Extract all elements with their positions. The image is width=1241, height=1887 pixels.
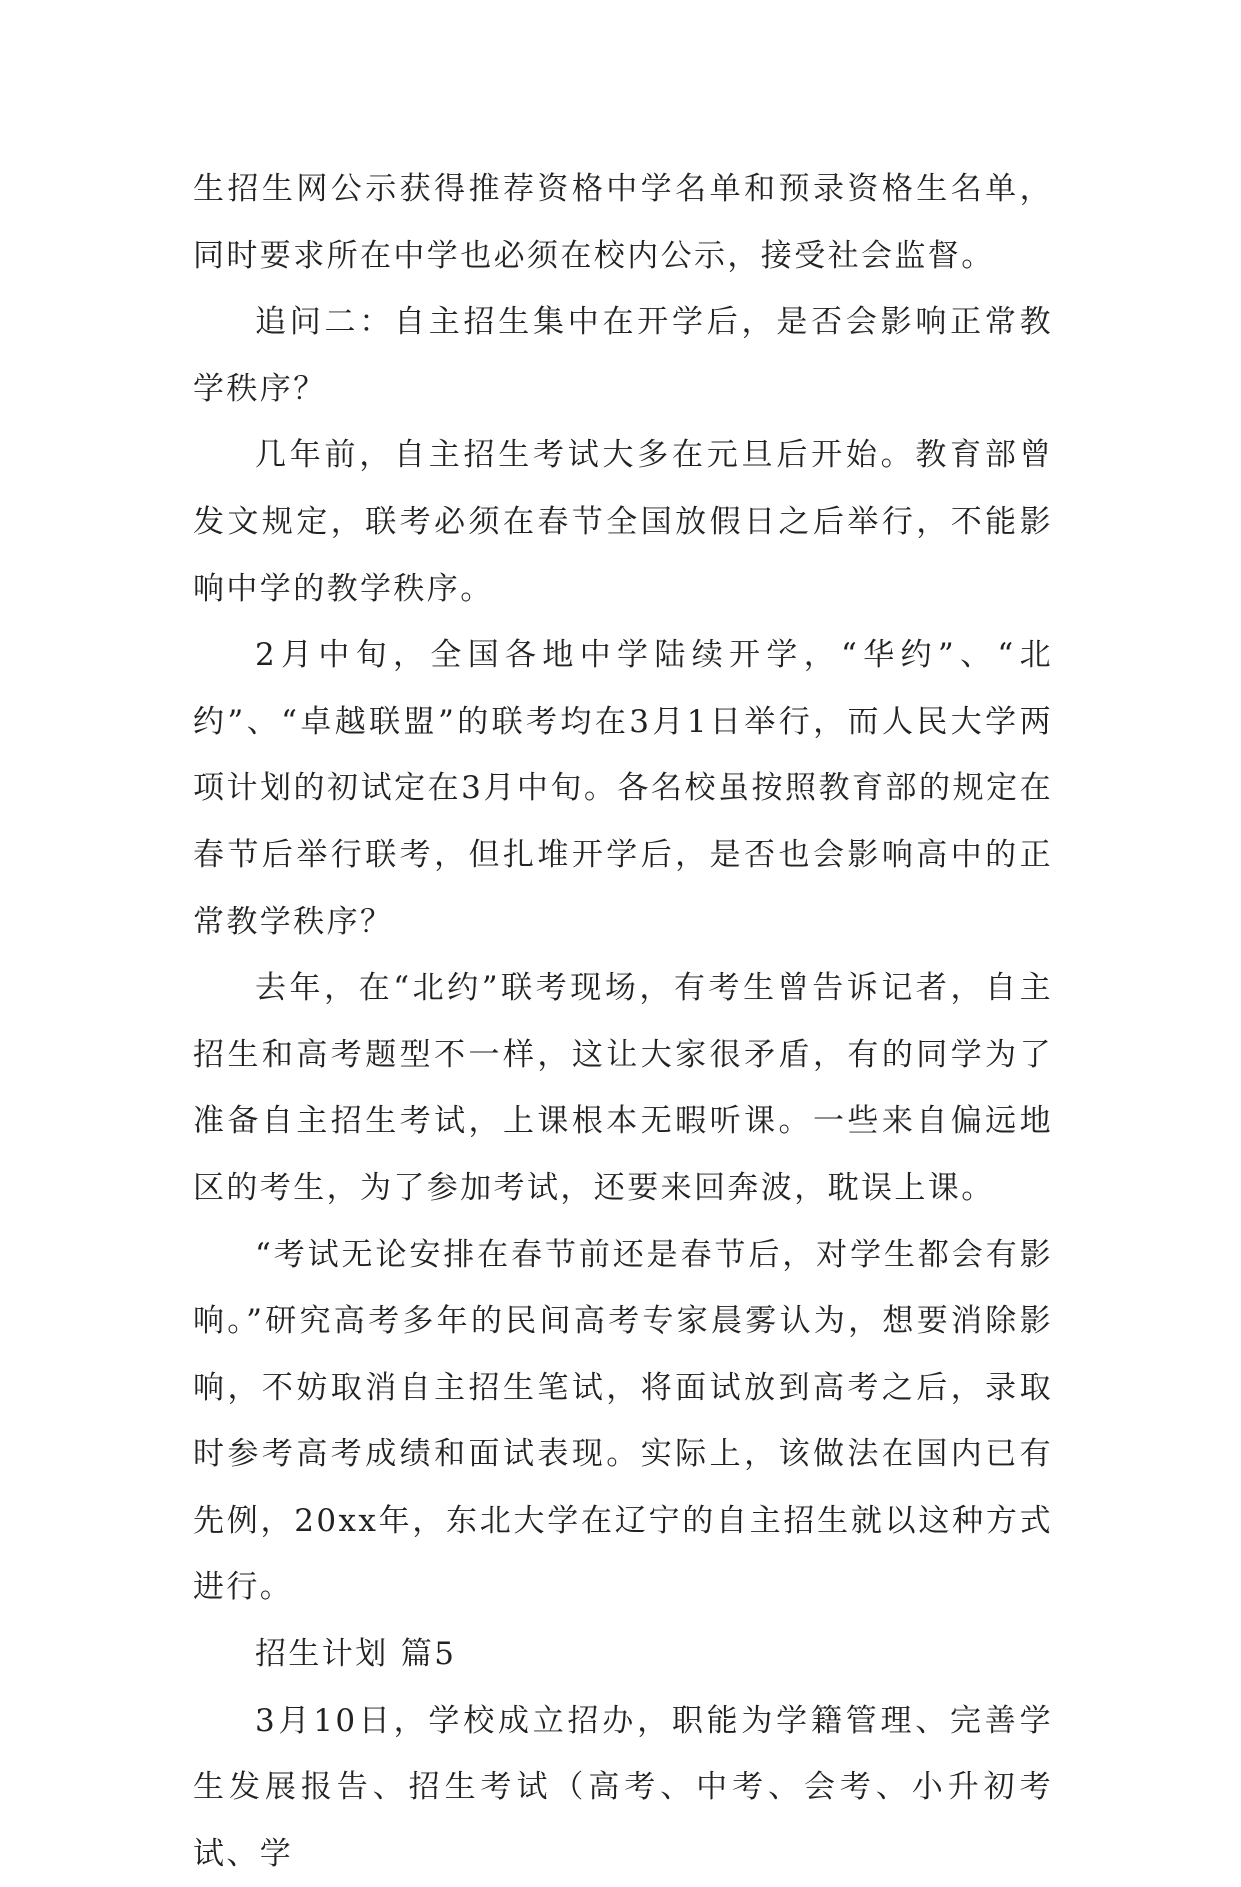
paragraph-5: 去年，在“北约”联考现场，有考生曾告诉记者，自主招生和高考题型不一样，这让大家很矛盾，有的同学为了准备自主招生考试，上课根本无暇听课。一些来自偏远地区的考生，为了参加考试，还要来回奔波，耽误上课。 (193, 970, 1053, 1206)
paragraph-1: 生招生网公示获得推荐资格中学名单和预录资格生名单，同时要求所在中学也必须在校内公示，接受社会监督。 (193, 171, 1053, 274)
paragraph-6: “考试无论安排在春节前还是春节后，对学生都会有影响。”研究高考多年的民间高考专家晨雾认为，想要消除影响，不妨取消自主招生笔试，将面试放到高考之后，录取时参考高考成绩和面试表现。实际上，该做法在国内已有先例，20xx年，东北大学在辽宁的自主招生就以这种方式进行。 (193, 1236, 1053, 1606)
paragraph-2: 追问二：自主招生集中在开学后，是否会影响正常教学秩序？ (193, 304, 1053, 407)
paragraph-7: 3月10日，学校成立招办，职能为学籍管理、完善学生发展报告、招生考试（高考、中考、会考、小升初考试、学 (193, 1702, 1053, 1872)
paragraph-3: 几年前，自主招生考试大多在元旦后开始。教育部曾发文规定，联考必须在春节全国放假日之后举行，不能影响中学的教学秩序。 (193, 437, 1053, 607)
paragraph-4: 2月中旬，全国各地中学陆续开学，“华约”、“北约”、“卓越联盟”的联考均在3月1日举行，而人民大学两项计划的初试定在3月中旬。各名校虽按照教育部的规定在春节后举行联考，但扎堆开学后，是否也会影响高中的正常教学秩序？ (193, 637, 1053, 940)
section-heading: 招生计划 篇5 (255, 1636, 457, 1673)
document-body (193, 156, 1053, 1887)
